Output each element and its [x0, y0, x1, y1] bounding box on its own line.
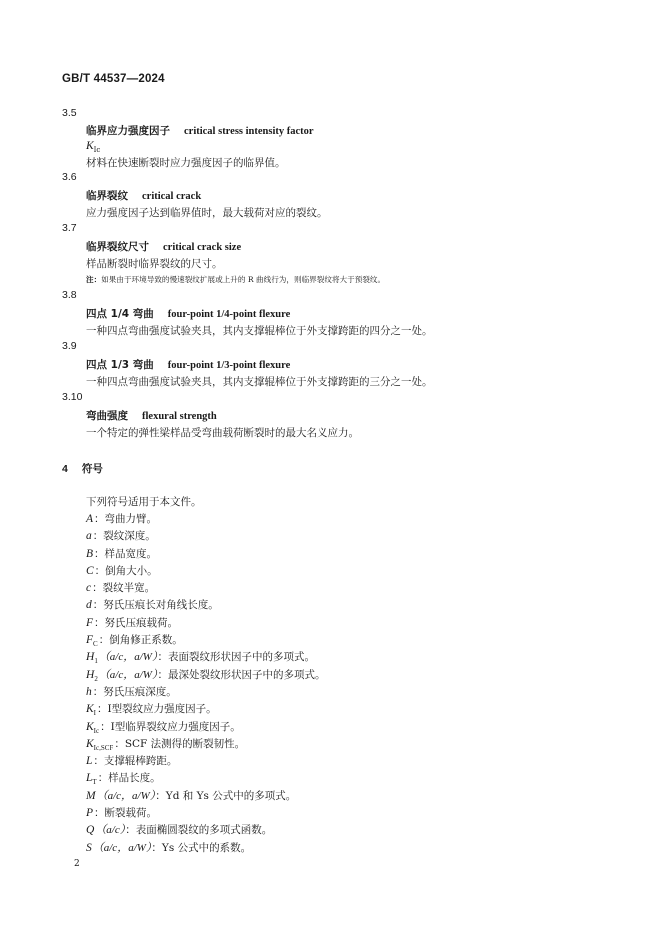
term-title — [86, 306, 290, 321]
term-definition: 材料在快速断裂时应力强度因子的临界值。 — [86, 157, 286, 169]
symbol-item — [86, 580, 325, 597]
term-title-zh: 临界应力强度因子 — [86, 125, 170, 137]
term-number: 3.5 — [62, 107, 77, 119]
symbol-item — [86, 788, 325, 805]
term-title — [86, 408, 217, 423]
term-definition: 一种四点弯曲强度试验夹具，其内支撑辊棒位于外支撑跨距的三分之一处。 — [86, 376, 433, 388]
symbol-letter: h — [86, 685, 92, 698]
symbol-description: ：SCF 法测得的断裂韧性。 — [114, 737, 246, 750]
symbol-item — [86, 822, 325, 839]
symbol-description: ：断裂载荷。 — [94, 807, 158, 820]
symbol-item — [86, 719, 325, 736]
term-number: 3.10 — [62, 391, 83, 403]
page-number: 2 — [74, 859, 80, 869]
symbol-letter: C — [86, 564, 94, 577]
symbol-item — [86, 701, 325, 718]
symbol-letter: K — [86, 737, 94, 750]
symbol-item — [86, 563, 325, 580]
symbol-item — [86, 649, 325, 666]
symbol-letter: c — [86, 582, 92, 595]
term-definition: 一个特定的弹性梁样品受弯曲载荷断裂时的最大名义应力。 — [86, 427, 359, 439]
symbol-subscript: 2 — [94, 674, 98, 683]
section-number: 4 — [62, 463, 68, 475]
symbol-description: ：努氏压痕载荷。 — [94, 616, 179, 629]
term-number: 3.7 — [62, 222, 77, 234]
term-title-zh: 临界裂纹 — [86, 190, 128, 202]
symbol-description: ：弯曲力臂。 — [94, 513, 158, 525]
term-title-zh: 临界裂纹尺寸 — [86, 241, 149, 253]
note-lead: 注： — [86, 275, 102, 284]
term-title-en: critical stress intensity factor — [184, 126, 314, 137]
symbol-item — [86, 684, 325, 701]
symbol-subscript: Ic — [93, 146, 101, 154]
term-definition: 应力强度因子达到临界值时，最大载荷对应的裂纹。 — [86, 207, 328, 219]
symbol-letter: M — [86, 789, 96, 802]
symbol-arguments: （a/c，a/W） — [98, 651, 158, 664]
symbol-item — [86, 632, 325, 649]
section-title-text: 符号 — [81, 463, 103, 475]
symbol-subscript: T — [92, 778, 97, 787]
symbol-description: ：表面裂纹形状因子中的多项式。 — [157, 651, 315, 664]
section-heading — [62, 461, 103, 476]
symbol-letter: S — [86, 841, 92, 854]
symbol-description: ：倒角大小。 — [94, 564, 158, 577]
term-symbol — [86, 140, 100, 152]
term-title-zh: 弯曲强度 — [86, 410, 128, 422]
terms-list — [0, 99, 662, 167]
symbol-item — [86, 597, 325, 614]
symbol-letter: L — [86, 772, 93, 785]
symbol-subscript: Ic,SCF — [93, 743, 114, 752]
symbol-subscript: I — [93, 709, 97, 718]
term-title — [86, 188, 201, 203]
term-title-en: critical crack size — [163, 242, 242, 253]
symbol-letter: K — [86, 703, 94, 716]
symbol-item — [86, 546, 325, 563]
symbol-item — [86, 615, 325, 632]
symbol-arguments: （a/c，a/W） — [92, 841, 152, 854]
symbol-description: ：表面椭圆裂纹的多项式函数。 — [125, 824, 273, 837]
symbol-item — [86, 511, 325, 528]
term-number: 3.6 — [62, 171, 77, 183]
symbol-item — [86, 528, 325, 545]
symbol-list — [86, 511, 325, 857]
symbol-description: ：努氏压痕深度。 — [92, 685, 177, 698]
term-title-zh: 四点 1/4 弯曲 — [86, 308, 154, 320]
term-title — [86, 357, 290, 372]
term-title-en: four-point 1/3-point flexure — [167, 360, 291, 371]
symbol-letter: H — [86, 651, 95, 664]
symbol-letter: B — [86, 547, 94, 560]
symbol-description: ：样品宽度。 — [94, 547, 158, 560]
symbol-description: ：最深处裂纹形状因子中的多项式。 — [157, 668, 326, 681]
symbol-letter: L — [86, 755, 93, 768]
symbol-description: ：样品长度。 — [97, 772, 161, 785]
symbol-letter: A — [86, 513, 94, 525]
symbol-item — [86, 667, 325, 684]
symbol-item — [86, 753, 325, 770]
term-number: 3.9 — [62, 340, 77, 352]
term-title-en: flexural strength — [142, 411, 217, 422]
symbol-item — [86, 805, 325, 822]
symbol-arguments: （a/c，a/W） — [98, 668, 158, 681]
symbol-letter: d — [86, 599, 92, 612]
symbol-description: ：Yd 和 Ys 公式中的多项式。 — [155, 789, 297, 802]
term-title-en: critical crack — [142, 191, 202, 202]
term-title-zh: 四点 1/3 弯曲 — [86, 359, 154, 371]
standard-header: GB/T 44537—2024 — [62, 73, 165, 85]
symbol-letter: Q — [86, 824, 95, 837]
symbol-subscript: 1 — [94, 657, 98, 666]
symbol-description: ：Ⅰ型临界裂纹应力强度因子。 — [100, 720, 241, 733]
term-title-en: four-point 1/4-point flexure — [167, 309, 291, 320]
symbol-description: ：努氏压痕长对角线长度。 — [92, 599, 219, 612]
term-number: 3.8 — [62, 289, 77, 301]
term-note — [86, 274, 385, 285]
symbol-item — [86, 840, 325, 857]
symbol-description: ：Ys 公式中的系数。 — [151, 841, 252, 854]
symbol-item — [86, 770, 325, 787]
note-text: 如果由于环境导致的慢速裂纹扩展或上升的 R 曲线行为，则临界裂纹将大于预裂纹。 — [101, 275, 386, 284]
symbol-subscript: C — [93, 640, 98, 649]
symbol-description: ：裂纹半宽。 — [92, 582, 156, 595]
symbol-letter: K — [86, 720, 94, 733]
section-intro: 下列符号适用于本文件。 — [86, 496, 202, 508]
symbol-item — [86, 736, 325, 753]
symbol-description: ：裂纹深度。 — [92, 530, 156, 543]
term-definition: 样品断裂时临界裂纹的尺寸。 — [86, 258, 223, 270]
symbol-letter: H — [86, 668, 95, 681]
symbol-arguments: （a/c） — [95, 824, 126, 837]
symbol-subscript: Ic — [93, 726, 100, 735]
term-definition: 一种四点弯曲强度试验夹具，其内支撑辊棒位于外支撑跨距的四分之一处。 — [86, 325, 433, 337]
symbol-arguments: （a/c，a/W） — [96, 789, 156, 802]
symbol-letter: K — [86, 140, 94, 152]
term-entry — [0, 99, 662, 167]
symbol-letter: a — [86, 530, 92, 543]
term-title — [86, 239, 241, 254]
symbol-letter: P — [86, 807, 94, 820]
symbol-letter: F — [86, 634, 94, 647]
symbol-letter: F — [86, 616, 94, 629]
symbol-description: ：倒角修正系数。 — [98, 634, 183, 647]
symbol-description: ：支撑辊棒跨距。 — [93, 755, 178, 768]
symbol-description: ：Ⅰ型裂纹应力强度因子。 — [97, 703, 217, 716]
term-title — [86, 123, 314, 138]
